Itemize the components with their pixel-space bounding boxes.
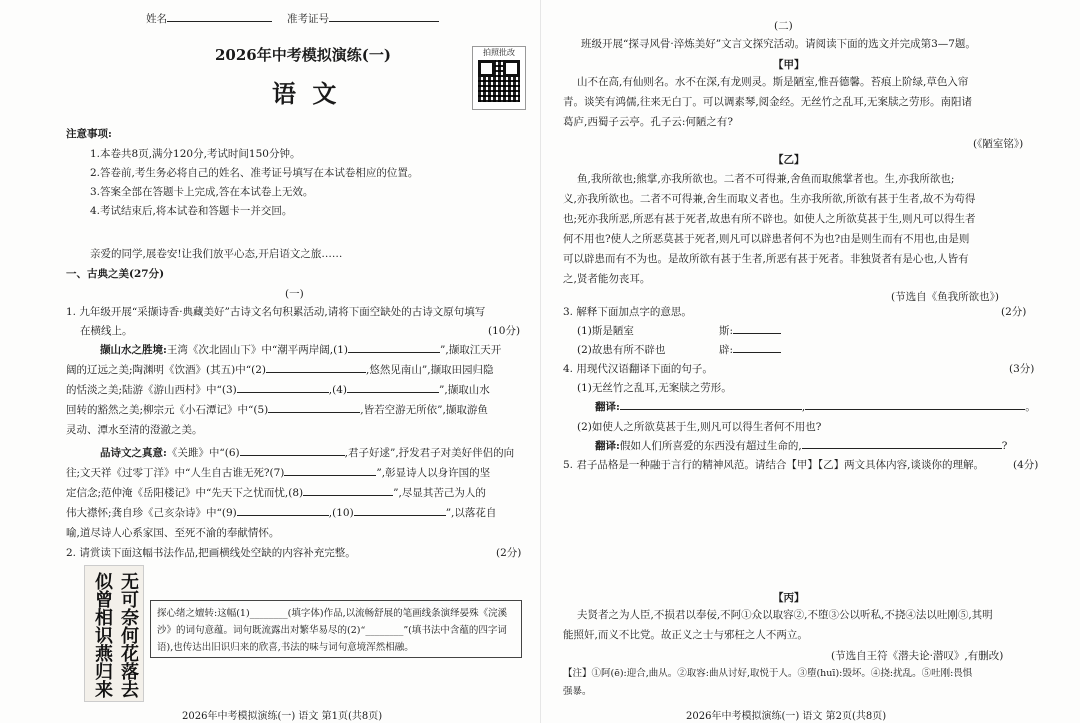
- answer-blank-1[interactable]: [348, 341, 440, 353]
- q5-score: (4分): [1013, 459, 1039, 471]
- p1-line: 灵动、潭水至清的澄澈之美。: [66, 424, 203, 436]
- translation-blank[interactable]: [805, 398, 1025, 410]
- answer-blank-5[interactable]: [268, 401, 360, 413]
- id-label: 准考证号: [287, 13, 329, 25]
- passage-label-bing: 【丙】: [773, 592, 805, 604]
- q1-stem-cont: 在横线上。: [80, 325, 133, 337]
- passage-line: 能照奸,而义不比党。故正义之士与邪枉之人不两立。: [563, 629, 808, 641]
- passage-label-yi: 【乙】: [773, 154, 805, 166]
- p1-line: 的恬淡之美;陆游《游山西村》中“(3) ,(4) ”,撷取山水: [66, 381, 490, 400]
- notice-item: 2.答卷前,考生务必将自己的姓名、准考证号填写在本试卷相应的位置。: [90, 167, 419, 179]
- name-label: 姓名: [146, 13, 167, 25]
- q2-score: (2分): [496, 547, 522, 559]
- q3-item: (1)斯是陋室: [577, 325, 634, 337]
- id-field: [287, 10, 439, 26]
- id-blank[interactable]: [329, 10, 439, 22]
- part-heading: (二): [774, 20, 793, 32]
- answer-blank-3[interactable]: [237, 381, 329, 393]
- p2-line: 往;文天祥《过零丁洋》中“人生自古谁无死?(7) ”,彰显诗人以身许国的坚: [66, 464, 490, 483]
- qr-code[interactable]: [472, 46, 526, 110]
- p1-line: 撷山水之胜境:王湾《次北固山下》中“潮平两岸阔,(1) ”,撷取江天开: [100, 341, 501, 360]
- greeting: 亲爱的同学,展卷安!让我们放平心态,开启语文之旅……: [90, 248, 343, 260]
- passage-line: 何不用也?使人之所恶莫甚于死者,则凡可以辟患者何不为也?由是则生而有不用也,由是则: [563, 233, 970, 245]
- answer-blank-9[interactable]: [237, 504, 329, 516]
- passage-line: 义,亦我所欲也。二者不可得兼,舍生而取义者也。生亦我所欲,所欲有甚于生者,故不为苟得: [563, 193, 976, 205]
- section-intro: 班级开展“探寻风骨·淬炼美好”文言文探究活动。请阅读下面的选文并完成第3—7题。: [581, 38, 976, 50]
- name-blank[interactable]: [167, 10, 272, 22]
- notice-item: 3.答案全部在答题卡上完成,答在本试卷上无效。: [90, 186, 314, 198]
- q3-answer: 斯:: [719, 322, 781, 341]
- qr-caption: 拍照批改: [483, 48, 515, 57]
- exam-title: 2026年中考模拟演练(一): [215, 46, 391, 64]
- passage-source: (《陋室铭》): [973, 138, 1024, 150]
- passage-line: 青。谈笑有鸿儒,往来无白丁。可以调素琴,阅金经。无丝竹之乱耳,无案牍之劳形。南阳诸: [563, 96, 973, 108]
- q4-score: (3分): [1009, 363, 1035, 375]
- calligraphy-image: [84, 565, 144, 702]
- p1-line: 回转的豁然之美;柳宗元《小石潭记》中“(5) ,皆若空游无所依”,撷取游鱼: [66, 401, 488, 420]
- part-heading: (一): [285, 288, 304, 300]
- passage-line: 夫贤者之为人臣,不损君以奉佞,不阿①众以取容②,不堕③公以听私,不挠④法以吐刚⑤,其明: [577, 609, 993, 621]
- answer-blank-bi[interactable]: [733, 341, 781, 353]
- footnote: 强暴。: [563, 686, 592, 697]
- name-field: [146, 10, 272, 26]
- answer-blank-2[interactable]: [266, 361, 366, 373]
- q3-answer: 辟:: [719, 341, 781, 360]
- translation-blank[interactable]: [802, 437, 1002, 449]
- section-heading: 一、古典之美(27分): [66, 268, 165, 280]
- q5-answer-area[interactable]: [563, 476, 1043, 576]
- notice-title: 注意事项:: [66, 128, 112, 140]
- notice-item: 1.本卷共8页,满分120分,考试时间150分钟。: [90, 148, 301, 160]
- q5-stem: 5. 君子品格是一种融于言行的精神风范。请结合【甲】【乙】两文具体内容,谈谈你的理解。: [563, 459, 984, 471]
- p2-line: 伟大襟怀;龚自珍《己亥杂诗》中“(9) ,(10) ”,以落花自: [66, 504, 496, 523]
- q4-item: (2)如使人之所欲莫甚于生,则凡可以得生者何不用也?: [577, 421, 822, 433]
- q3-stem: 3. 解释下面加点字的意思。: [563, 306, 692, 318]
- q3-score: (2分): [1001, 306, 1027, 318]
- q4-stem: 4. 用现代汉语翻译下面的句子。: [563, 363, 713, 375]
- answer-blank-7[interactable]: [284, 464, 376, 476]
- notice-item: 4.考试结束后,将本试卷和答题卡一并交回。: [90, 205, 293, 217]
- exam-page-2: [540, 0, 1080, 723]
- passage-line: 葛庐,西蜀子云亭。孔子云:何陋之有?: [563, 116, 734, 128]
- passage-source: (节选自《鱼我所欲也》): [891, 291, 999, 303]
- calligraphy-question-box: 探心绪之嬗转:这幅(1)________(填字体)作品,以流畅舒展的笔画线条演绎晏殊《浣溪沙》的词句意蕴。词句既流露出对繁华易尽的(2)“________”(填书法中含蕴的四字词语),也传达出旧识归来的欣喜,书法的味与词句意境浑然相融。: [150, 600, 522, 658]
- passage-line: 之,贤者能勿丧耳。: [563, 273, 651, 285]
- answer-blank-10[interactable]: [354, 504, 446, 516]
- passage-label-jia: 【甲】: [773, 59, 805, 71]
- q1-score: (10分): [488, 325, 521, 337]
- answer-blank-6[interactable]: [240, 444, 345, 456]
- answer-blank-si[interactable]: [733, 322, 781, 334]
- subject-title: 语 文: [272, 79, 341, 108]
- q4-translation-1: 翻译: , 。: [595, 398, 1036, 417]
- p2-line: 定信念;范仲淹《岳阳楼记》中“先天下之忧而忧,(8) ”,尽显其苦己为人的: [66, 484, 486, 503]
- answer-blank-4[interactable]: [347, 381, 439, 393]
- footnote: 【注】①阿(ē):迎合,曲从。②取容:曲从讨好,取悦于人。③堕(huī):毁坏。④挠:扰乱。⑤吐刚:畏惧: [563, 668, 973, 679]
- q3-item: (2)故患有所不辟也: [577, 344, 666, 356]
- p2-line: 品诗文之真意:《关雎》中“(6) ,君子好逑”,抒发君子对美好伴侣的向: [100, 444, 514, 463]
- p1-line: 阔的辽远之美;陶渊明《饮酒》(其五)中“(2) ,悠然见南山”,撷取田园归隐: [66, 361, 494, 380]
- calligraphy-column: 无可奈何花落去: [118, 572, 139, 698]
- p2-line: 喻,道尽诗人心系家国、至死不渝的奉献情怀。: [66, 527, 280, 539]
- translation-blank[interactable]: [620, 398, 802, 410]
- qr-icon: [478, 60, 520, 102]
- passage-line: 也;死亦我所恶,所恶有甚于死者,故患有所不辟也。如使人之所欲莫甚于生,则凡可以得生者: [563, 213, 976, 225]
- passage-source: (节选自王符《潜夫论·潜叹》,有删改): [831, 650, 1004, 662]
- page-footer: 2026年中考模拟演练(一) 语文 第1页(共8页): [182, 711, 383, 722]
- passage-line: 山不在高,有仙则名。水不在深,有龙则灵。斯是陋室,惟吾德馨。苔痕上阶绿,草色入帘: [577, 76, 969, 88]
- q1-stem: 1. 九年级开展“采撷诗香·典藏美好”古诗文名句积累活动,请将下面空缺处的古诗文原句填写: [66, 306, 486, 318]
- page-footer: 2026年中考模拟演练(一) 语文 第2页(共8页): [686, 711, 887, 722]
- q4-translation-2: 翻译:假如人们所喜爱的东西没有超过生命的, ?: [595, 437, 1007, 456]
- q2-stem: 2. 请赏读下面这幅书法作品,把画横线处空缺的内容补充完整。: [66, 547, 356, 559]
- calligraphy-column: 似曾相识燕归来: [92, 572, 113, 698]
- passage-line: 鱼,我所欲也;熊掌,亦我所欲也。二者不可得兼,舍鱼而取熊掌者也。生,亦我所欲也;: [577, 173, 955, 185]
- passage-line: 可以辟患而有不为也。是故所欲有甚于生者,所恶有甚于死者。非独贤者有是心也,人皆有: [563, 253, 969, 265]
- answer-blank-8[interactable]: [303, 484, 393, 496]
- q4-item: (1)无丝竹之乱耳,无案牍之劳形。: [577, 382, 732, 394]
